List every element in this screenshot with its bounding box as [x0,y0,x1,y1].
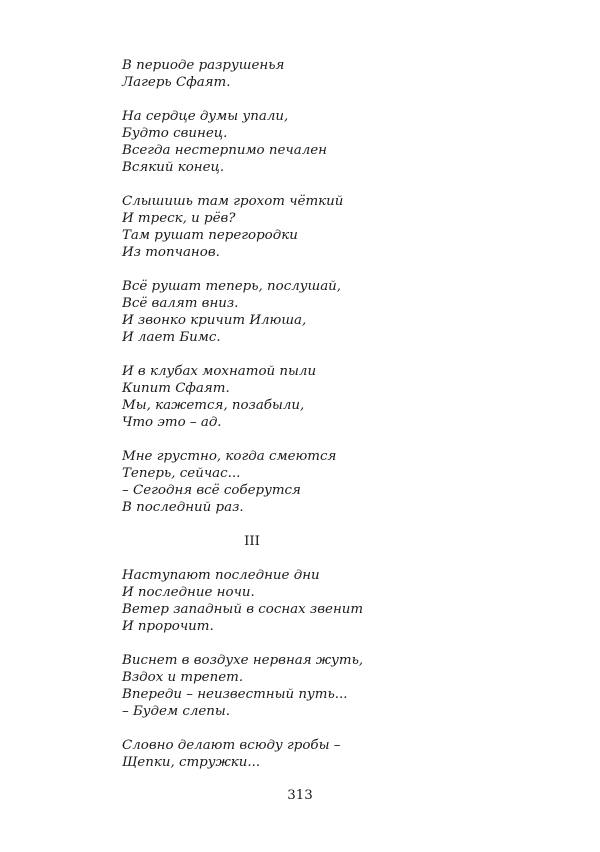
section-number: III [244,534,260,549]
verse-line: И звонко кричит Илюша, [122,313,307,328]
verse-line: Словно делают всюду гробы – [122,738,341,753]
verse-line: Кипит Сфаят. [122,381,230,396]
verse-line: Вздох и трепет. [122,670,244,685]
verse-line: В последний раз. [122,500,244,515]
verse-line: И треск, и рёв? [122,211,236,226]
verse-line: В периоде разрушенья [122,58,285,73]
verse-line: И лает Бимс. [122,330,221,345]
verse-line: Всё рушат теперь, послушай, [122,279,342,294]
verse-line: Лагерь Сфаят. [122,75,231,90]
verse-line: Ветер западный в соснах звенит [122,602,364,617]
verse-line: Виснет в воздухе нервная жуть, [122,653,364,668]
verse-line: – Сегодня всё соберутся [122,483,301,498]
verse-line: И последние ночи. [122,585,255,600]
verse-line: Теперь, сейчас... [122,466,241,481]
verse-line: Всякий конец. [122,160,225,175]
verse-line: Всегда нестерпимо печален [122,143,327,158]
verse-line: Всё валят вниз. [122,296,239,311]
verse-line: Что это – ад. [122,415,222,430]
verse-line: Там рушат перегородки [122,228,298,243]
verse-line: И пророчит. [122,619,214,634]
verse-line: Мы, кажется, позабыли, [122,398,305,413]
verse-line: Мне грустно, когда смеются [122,449,337,464]
verse-line: Впереди – неизвестный путь... [122,687,348,702]
verse-line: И в клубах мохнатой пыли [122,364,317,379]
verse-line: Из топчанов. [122,245,220,260]
verse-line: Наступают последние дни [122,568,320,583]
verse-line: Будто свинец. [122,126,228,141]
verse-line: На сердце думы упали, [122,109,289,124]
verse-line: Щепки, стружки... [122,755,261,770]
poem-text [122,57,542,771]
page-number: 313 [287,788,313,803]
verse-line: Слышишь там грохот чёткий [122,194,344,209]
verse-line: – Будем слепы. [122,704,231,719]
